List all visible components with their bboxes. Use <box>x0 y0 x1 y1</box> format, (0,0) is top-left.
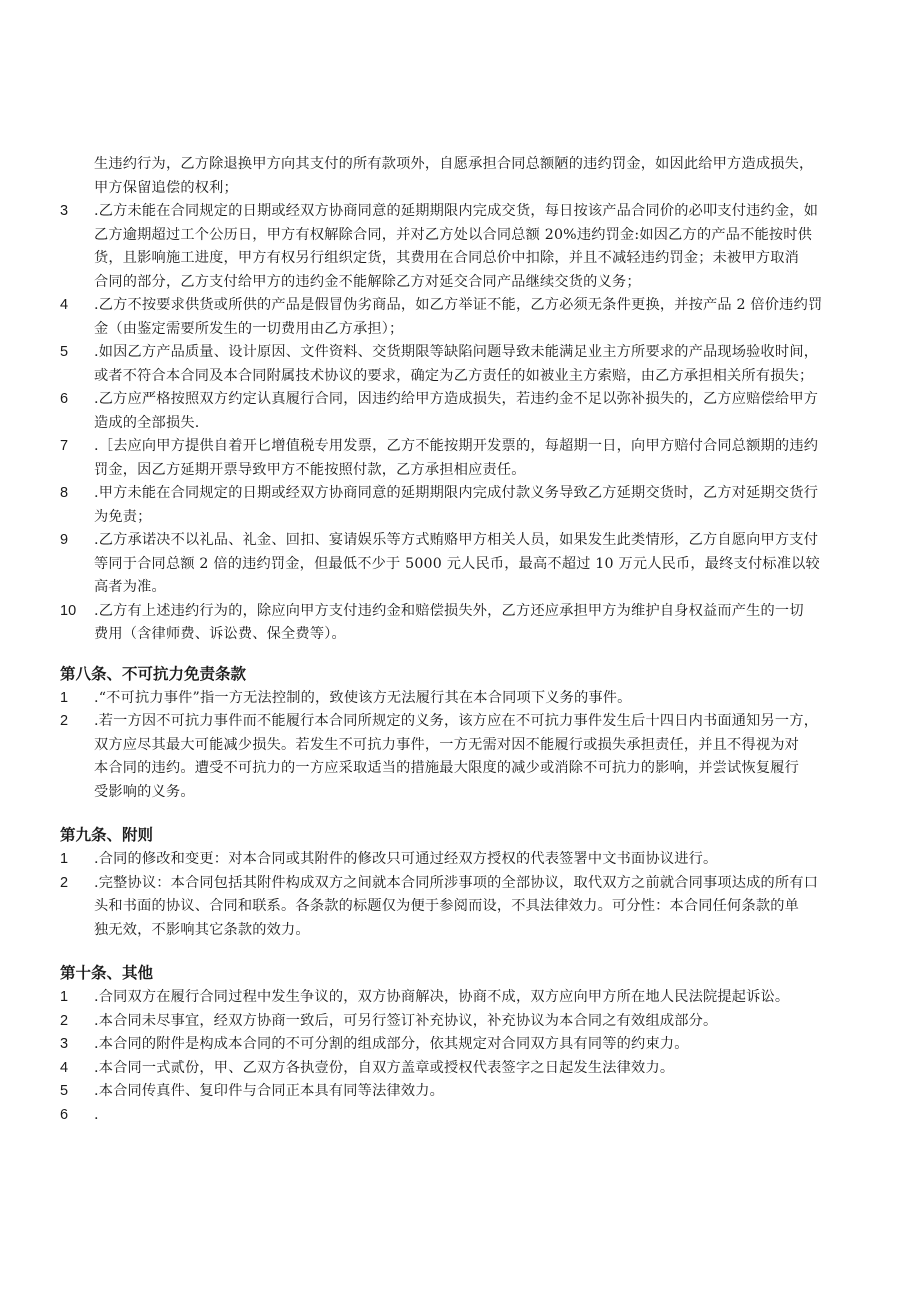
text-line: 双方应尽其最大可能减少损失。若发生不可抗力事件，一方无需对因不能履行或损失承担责任，并且不得视为对 <box>94 736 799 753</box>
item-number: 3 <box>60 1036 69 1052</box>
list-item <box>60 529 870 600</box>
item-number: 5 <box>60 1083 69 1099</box>
text-line: .本合同传真件、复印件与合同正本具有同等法律效力。 <box>94 1083 445 1099</box>
item-number: 1 <box>60 689 69 706</box>
text-line: 或者不符合本合同及本合同附属技术协议的要求，确定为乙方责任的如被业主方索赔，由乙方承担相关所有损失； <box>94 367 814 384</box>
item-number: 2 <box>60 1012 69 1029</box>
list-item <box>60 388 870 435</box>
item-number: 1 <box>60 851 69 867</box>
item-number: 7 <box>60 438 69 454</box>
section-heading: 第十条、其他 <box>60 965 154 982</box>
section-force-majeure <box>60 663 870 805</box>
section-supplementary <box>60 824 870 942</box>
list-item <box>60 200 870 294</box>
list-item <box>60 1010 870 1034</box>
text-line: .完整协议：本合同包括其附件构成双方之间就本合同所涉事项的全部协议，取代双方之前就合同事项达成的所有口 <box>94 874 819 891</box>
text-line: .本合同的附件是构成本合同的不可分割的组成部分，依其规定对合同双方具有同等的约束力。 <box>94 1036 689 1052</box>
text-line: .“不可抗力事件”指一方无法控制的，致使该方无法履行其在本合同项下义务的事件。 <box>94 689 632 706</box>
text-line: 头和书面的协议、合同和联系。各条款的标题仅为便于参阅而设，不具法律效力。可分性：本合同任何条款的单 <box>94 898 799 914</box>
text-line: 受影响的义务。 <box>94 783 195 800</box>
list-item <box>60 1033 870 1057</box>
text-line: .乙方未能在合同规定的日期或经双方协商同意的延期期限内完成交货，每日按该产品合同价的必叩支付违约金，如 <box>94 203 819 219</box>
section-heading: 第九条、附则 <box>60 827 154 844</box>
list-item <box>60 1057 870 1081</box>
section-other <box>60 962 870 1127</box>
text-line: .乙方有上述违约行为的，除应向甲方支付违约金和赔偿损失外，乙方还应承担甲方为维护自身权益而产生的一切 <box>94 602 804 619</box>
item-number: 9 <box>60 532 69 548</box>
list-item <box>60 435 870 482</box>
intro-paragraph <box>60 153 870 200</box>
text-line: .若一方因不可抗力事件而不能履行本合同所规定的义务，该方应在不可抗力事件发生后十四日内书面通知另一方， <box>94 713 819 729</box>
text-line: .乙方承诺决不以礼品、礼金、回扣、宴请娱乐等方式贿赂甲方相关人员，如果发生此类情形，乙方自愿向甲方支付 <box>94 532 819 548</box>
list-item <box>60 872 870 943</box>
text-line: 为免责； <box>94 508 152 525</box>
list-item <box>60 848 870 872</box>
list-item <box>60 482 870 529</box>
item-number: 4 <box>60 297 69 313</box>
section-heading: 第八条、不可抗力免责条款 <box>60 665 247 683</box>
list-item <box>60 1104 870 1128</box>
item-number: 2 <box>60 713 69 729</box>
text-line: .本合同未尽事宜，经双方协商一致后，可另行签订补充协议，补充协议为本合同之有效组成部分。 <box>94 1012 718 1029</box>
item-number: 8 <box>60 485 69 501</box>
item-number: 10 <box>60 602 77 619</box>
text-line: 本合同的违约。遭受不可抗力的一方应采取适当的措施最大限度的减少或消除不可抗力的影响，并尝试恢复履行 <box>94 760 799 776</box>
text-line: .合同的修改和变更：对本合同或其附件的修改只可通过经双方授权的代表签署中文书面协议进行。 <box>94 851 718 867</box>
text-line: 高者为准。 <box>94 579 166 595</box>
text-line: . <box>94 1106 99 1123</box>
text-line: 乙方逾期超过工个公历日，甲方有权解除合同，并对乙方处以合同总额 20%违约罚金:如因乙方的产品不能按时供 <box>94 226 813 243</box>
list-item <box>60 341 870 388</box>
list-item <box>60 294 870 341</box>
text-line: 金（由鉴定需要所发生的一切费用由乙方承担）； <box>94 320 404 337</box>
item-number: 2 <box>60 874 69 891</box>
item-number: 1 <box>60 989 69 1005</box>
item-number: 4 <box>60 1059 69 1076</box>
text-line: 合同的部分，乙方支付给甲方的违约金不能解除乙方对延交合同产品继续交货的义务； <box>94 273 641 290</box>
text-line: .如因乙方产品质量、设计原因、文件资料、交货期限等缺陷问题导致未能满足业主方所要求的产品现场验收时间， <box>94 344 819 360</box>
list-item <box>60 986 870 1010</box>
text-line: 生违约行为，乙方除退换甲方向其支付的所有款项外，自愿承担合同总额陋的违约罚金，如因此给甲方造成损失， <box>94 156 814 172</box>
text-line: 甲方保留追偿的权利； <box>94 179 238 196</box>
text-line: 独无效，不影响其它条款的效力。 <box>94 921 310 938</box>
item-number: 6 <box>60 1106 69 1123</box>
text-line: 货，且影响施工进度，甲方有权另行组织定货，其费用在合同总价中扣除，并且不减轻违约罚金；未被甲方取消 <box>94 250 799 266</box>
list-item <box>60 1080 870 1104</box>
item-number: 6 <box>60 391 69 407</box>
text-line: .乙方不按要求供货或所供的产品是假冒伪劣商品，如乙方举证不能，乙方必须无条件更换，并按产品 2 倍价违约罚 <box>94 297 823 313</box>
text-line: .［去应向甲方提供自着开匕增值税专用发票，乙方不能按期开发票的，每超期一日，向甲方赔付合同总额期的违约 <box>94 438 819 454</box>
text-line: 费用（含律师费、诉讼费、保全费等）。 <box>94 626 346 642</box>
item-number: 3 <box>60 203 69 219</box>
text-line: 造成的全部损失. <box>94 414 200 431</box>
text-line: 罚金，因乙方延期开票导致甲方不能按照付款，乙方承担相应责任。 <box>94 461 526 478</box>
list-item <box>60 710 870 804</box>
text-line: .甲方未能在合同规定的日期或经双方协商同意的延期期限内完成付款义务导致乙方延期交货时，乙方对延期交货行 <box>94 485 819 501</box>
text-line: .合同双方在履行合同过程中发生争议的，双方协商解决，协商不成，双方应向甲方所在地人民法院提起诉讼。 <box>94 989 790 1005</box>
item-number: 5 <box>60 344 69 360</box>
list-item <box>60 687 870 711</box>
text-line: .本合同一式贰份，甲、乙双方各执壹份，自双方盖章或授权代表签字之日起发生法律效力。 <box>94 1059 675 1076</box>
text-line: 等同于合同总额 2 倍的违约罚金，但最低不少于 5000 元人民币，最高不超过 10 万元人民币，最终支付标准以较 <box>94 555 820 572</box>
intro-continuation <box>60 153 870 1127</box>
text-line: .乙方应严格按照双方约定认真履行合同，因违约给甲方造成损失，若违约金不足以弥补损失的，乙方应赔偿给甲方 <box>94 391 819 407</box>
list-item <box>60 600 870 647</box>
